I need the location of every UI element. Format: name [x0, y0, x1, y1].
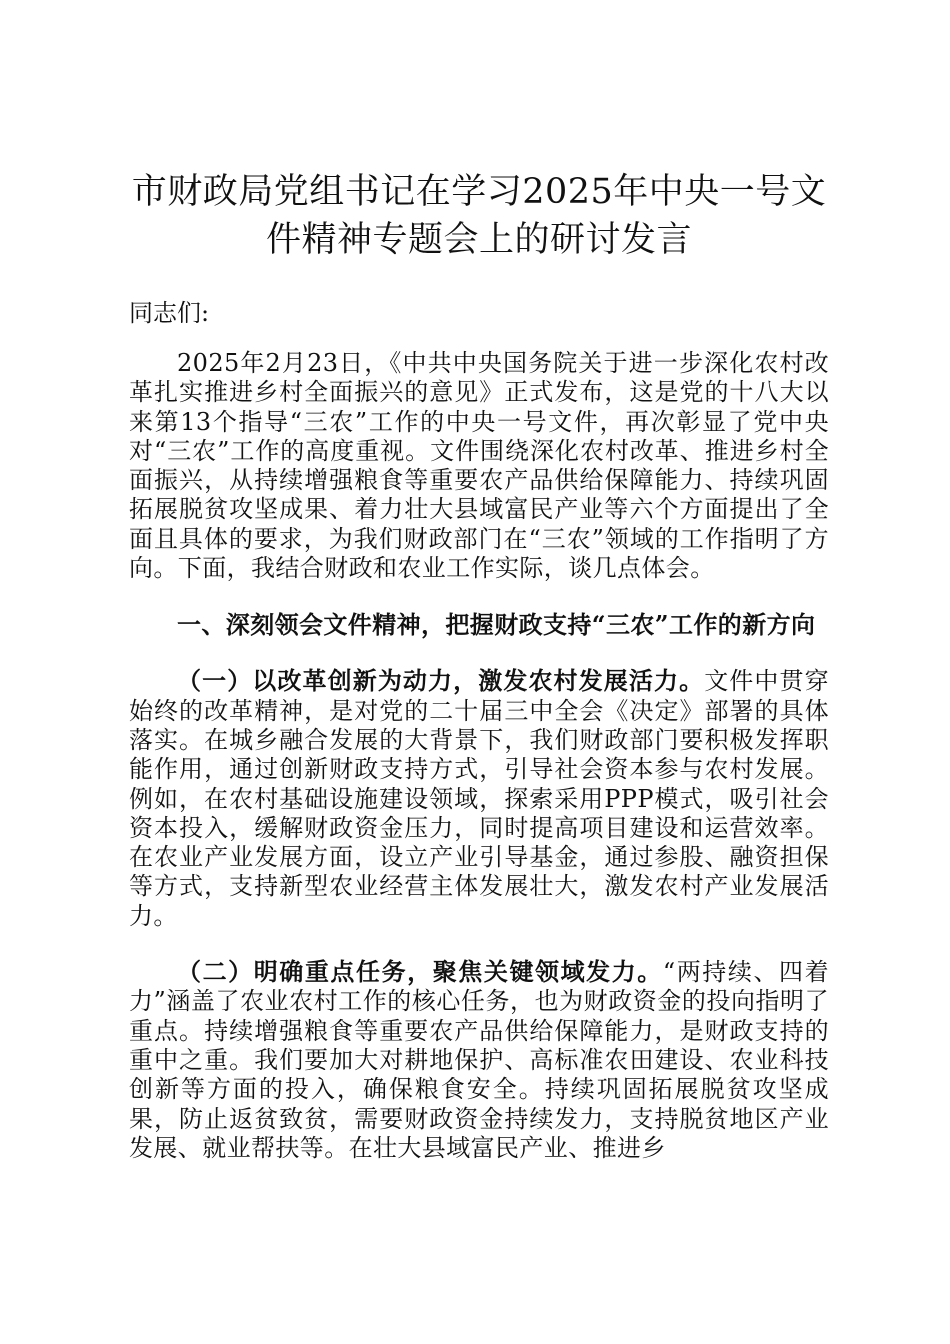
subsection-lead-1: （一）以改革创新为动力，激发农村发展活力。 [177, 666, 705, 696]
subsection-lead-2: （二）明确重点任务，聚焦关键领域发力。 [177, 957, 663, 987]
document-title: 市财政局党组书记在学习2025年中央一号文件精神专题会上的研讨发言 [131, 172, 827, 260]
document-page [129, 168, 829, 1163]
section-heading-1: 一、深刻领会文件精神，把握财政支持“三农”工作的新方向 [177, 610, 816, 640]
subsection-body-1: 文件中贯穿始终的改革精神，是对党的二十届三中全会《决定》部署的具体落实。在城乡融合发展的大背景下，我们财政部门要积极发挥职能作用，通过创新财政支持方式，引导社会资本参与农村发展。例如，在农村基础设施建设领域，探索采用PPP模式，吸引社会资本投入，缓解财政资金压力，同时提高项目建设和运营效率。在农业产业发展方面，设立产业引导基金，通过参股、融资担保等方式，支持新型农业经营主体发展壮大，激发农村产业发展活力。 [129, 667, 830, 930]
subsection-paragraph-2 [129, 957, 829, 1163]
greeting: 同志们: [129, 299, 210, 327]
subsection-body-2: “两持续、四着力”涵盖了农业农村工作的核心任务，也为财政资金的投向指明了重点。持续增强粮食等重要农产品供给保障能力，是财政支持的重中之重。我们要加大对耕地保护、高标准农田建设、农业科技创新等方面的投入，确保粮食安全。持续巩固拓展脱贫攻坚成果，防止返贫致贫，需要财政资金持续发力，支持脱贫地区产业发展、就业帮扶等。在壮大县域富民产业、推进乡 [129, 958, 829, 1162]
subsection-paragraph-1 [129, 666, 829, 931]
intro-paragraph: 2025年2月23日，《中共中央国务院关于进一步深化农村改革扎实推进乡村全面振兴的意见》正式发布，这是党的十八大以来第13个指导“三农”工作的中央一号文件，再次彰显了党中央对“三农”工作的高度重视。文件围绕深化农村改革、推进乡村全面振兴，从持续增强粮食等重要农产品供给保障能力、持续巩固拓展脱贫攻坚成果、着力壮大县域富民产业等六个方面提出了全面且具体的要求，为我们财政部门在“三农”领域的工作指明了方向。下面，我结合财政和农业工作实际，谈几点体会。 [129, 349, 829, 583]
